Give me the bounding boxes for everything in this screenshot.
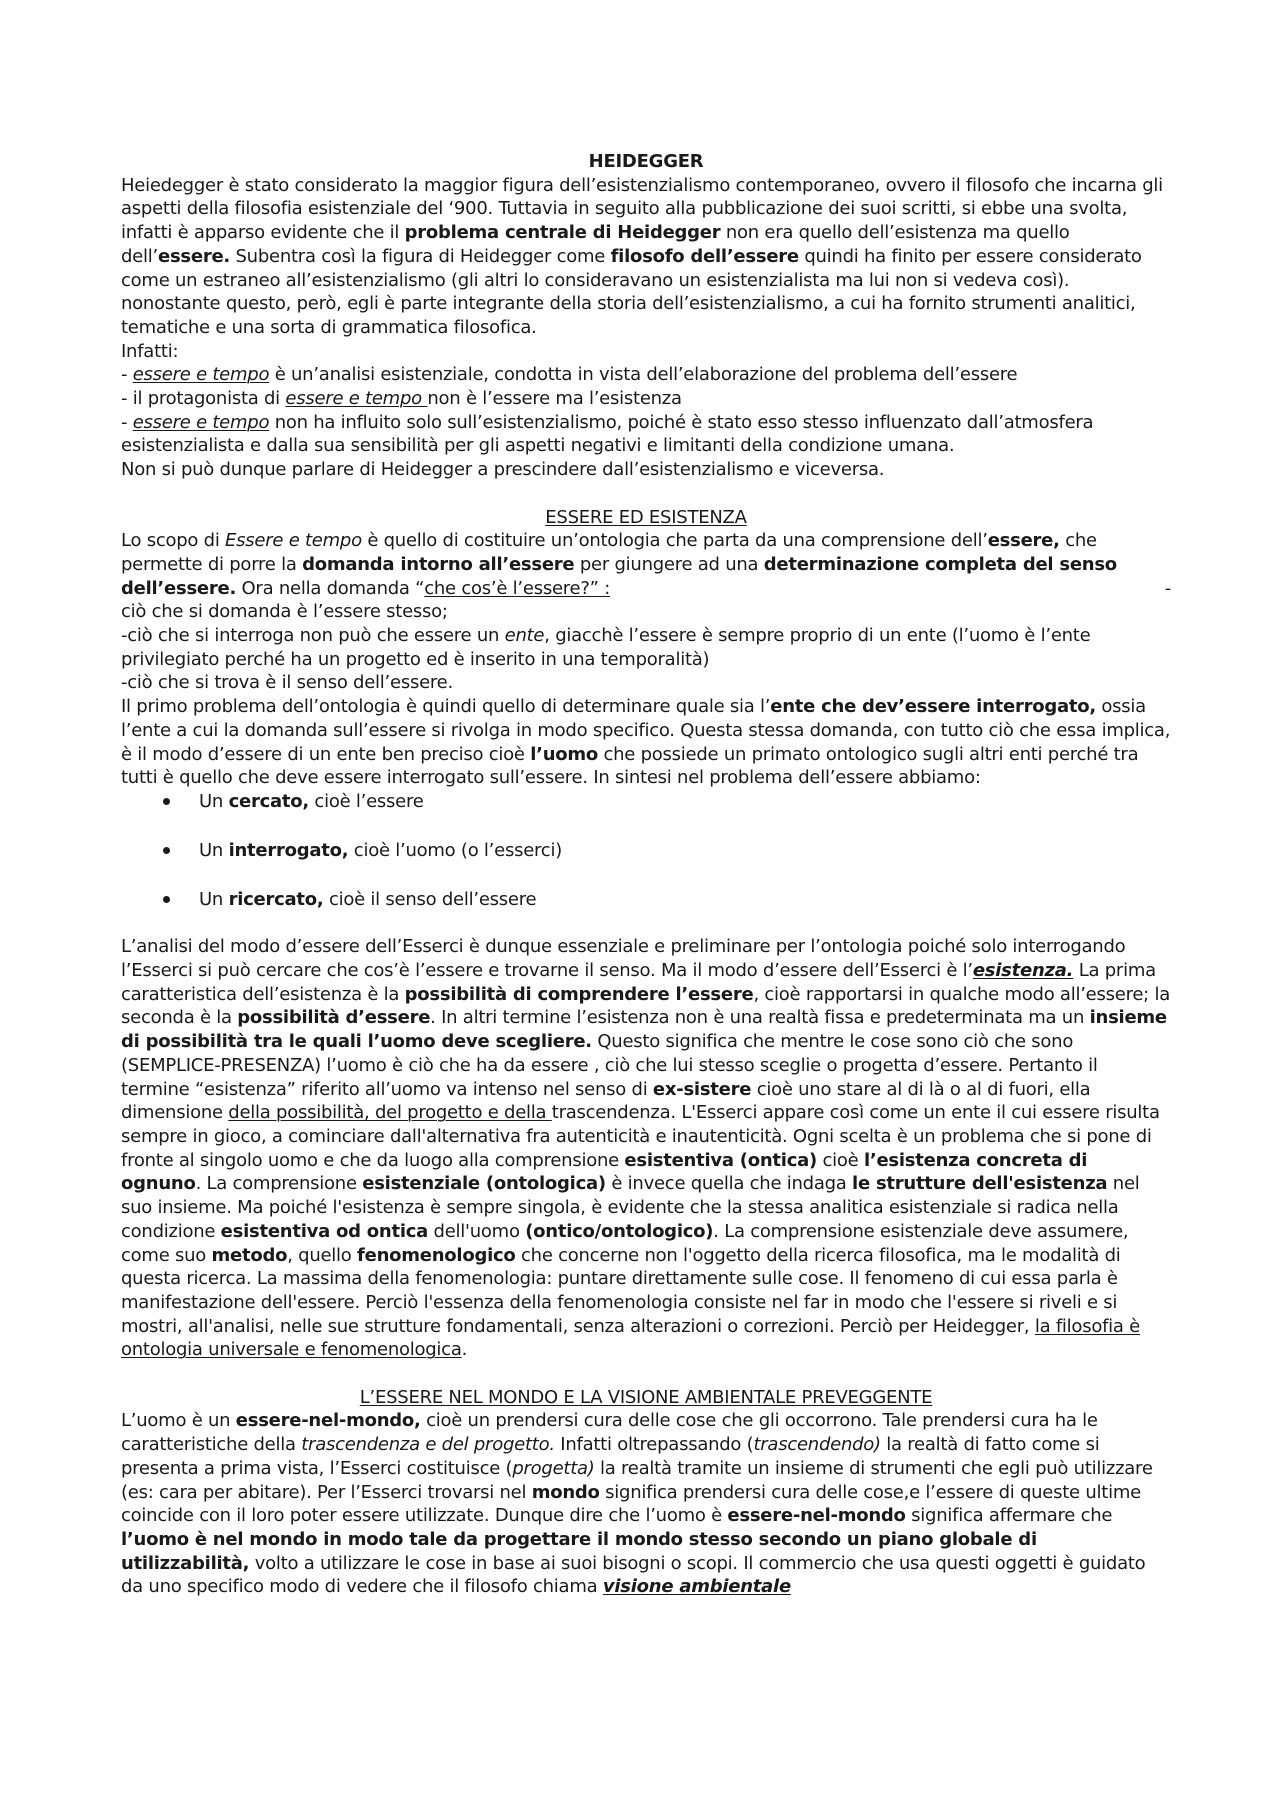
document-page	[121, 150, 1171, 1599]
spacer	[121, 1362, 1171, 1386]
section2-paragraph-2: Il primo problema dell’ontologia è quindi quello di determinare quale sia l’ente che dev’essere interrogato, ossia l’ente a cui la domanda sull’essere si rivolga in modo specifico. Questa stessa domanda, con tutto ciò che essa implica, è il modo d’essere di un ente ben preciso cioè l’uomo che possiede un primato ontologico sugli altri enti perché tra tutti è quello che deve essere interrogato sull’essere. In sintesi nel problema dell’essere abbiamo:	[121, 696, 1171, 789]
intro-closing: Non si può dunque parlare di Heidegger a prescindere dall’esistenzialismo e viceversa.	[121, 459, 885, 481]
section2-paragraph-1: Lo scopo di Essere e tempo è quello di costituire un’ontologia che parta da una comprensione dell’essere, che permette di porre la domanda intorno all’essere per giungere ad una determinazione completa del senso dell’essere. Ora nella domanda “che cos’è l’essere?” : -	[121, 530, 1171, 599]
bullet-dot-icon	[163, 798, 170, 805]
section2-list-item: -ciò che si trova è il senso dell’essere.	[121, 672, 453, 694]
document-title: HEIDEGGER	[588, 151, 704, 172]
bullet-item: Un ricercato, cioè il senso dell’essere	[121, 888, 1171, 912]
bullet-dot-icon	[163, 847, 170, 854]
bullet-item: Un cercato, cioè l’essere	[121, 790, 1171, 814]
section2-paragraph-3: L’analisi del modo d’essere dell’Esserci è dunque essenziale e preliminare per l’ontologia poiché solo interrogando l’Esserci si può cercare che cos’è l’essere e trovarne il senso. Ma il modo d’essere dell’Esserci è l’esistenza. La prima caratteristica dell’esistenza è la possibilità di comprendere l’essere, cioè rapportarsi in qualche modo all’essere; la seconda è la possibilità d’essere. In altri termine l’esistenza non è una realtà fissa e predeterminata ma un insieme di possibilità tra le quali l’uomo deve scegliere. Questo significa che mentre le cose sono ciò che sono (SEMPLICE-PRESENZA) l’uomo è ciò che ha da essere , ciò che lui stesso sceglie o progetta d’essere. Pertanto il termine “esistenza” riferito all’uomo va intenso nel senso di ex-sistere cioè uno stare al di là o al di fuori, ella dimensione della possibilità, del progetto e della trascendenza. L'Esserci appare così come un ente il cui essere risulta sempre in gioco, a cominciare dall'alternativa fra autenticità e inautenticità. Ogni scelta è un problema che si pone di fronte al singolo uomo e che da luogo alla comprensione esistentiva (ontica) cioè l’esistenza concreta di ognuno. La comprensione esistenziale (ontologica) è invece quella che indaga le strutture dell'esistenza nel suo insieme. Ma poiché l'esistenza è sempre singola, è evidente che la stessa analitica esistenziale si radica nella condizione esistentiva od ontica dell'uomo (ontico/ontologico). La comprensione esistenziale deve assumere, come suo metodo, quello fenomenologico che concerne non l'oggetto della ricerca filosofica, ma le modalità di questa ricerca. La massima della fenomenologia: puntare direttamente sulle cose. Il fenomeno di cui essa parla è manifestazione dell'essere. Perciò l'essenza della fenomenologia consiste nel far in modo che l'essere si riveli e si mostri, all'analisi, nelle sue strutture fondamentali, senza alterazioni o correzioni. Perciò per Heidegger, la filosofia è ontologia universale e fenomenologica.	[121, 936, 1170, 1361]
intro-list-item: - il protagonista di essere e tempo non è l’essere ma l’esistenza	[121, 388, 682, 410]
spacer	[121, 482, 1171, 506]
section2-list-item: ciò che si domanda è l’essere stesso;	[121, 601, 448, 623]
intro-list-item: - essere e tempo è un’analisi esistenziale, condotta in vista dell’elaborazione del problema dell’essere	[121, 364, 1018, 386]
bullet-item: Un interrogato, cioè l’uomo (o l’esserci)	[121, 839, 1171, 863]
section-heading-essere-ed-esistenza: ESSERE ED ESISTENZA	[545, 506, 747, 528]
spacer	[121, 912, 1171, 936]
section3-paragraph: L’uomo è un essere-nel-mondo, cioè un prendersi cura delle cose che gli occorrono. Tale prendersi cura ha le caratteristiche della trascendenza e del progetto. Infatti oltrepassando (trascendendo) la realtà di fatto come si presenta a prima vista, l’Esserci costituisce (progetta) la realtà tramite un insieme di strumenti che egli può utilizzare (es: cara per abitare). Per l’Esserci trovarsi nel mondo significa prendersi cura delle cose,e l’essere di queste ultime coincide con il loro poter essere utilizzate. Dunque dire che l’uomo è essere-nel-mondo significa affermare che l’uomo è nel mondo in modo tale da progettare il mondo stesso secondo un piano globale di utilizzabilità, volto a utilizzare le cose in base ai suoi bisogni o scopi. Il commercio che usa questi oggetti è guidato da uno specifico modo di vedere che il filosofo chiama visione ambientale	[121, 1410, 1153, 1598]
section2-list-item: -ciò che si interroga non può che essere un ente, giacchè l’essere è sempre proprio di un ente (l’uomo è l’ente privilegiato perché ha un progetto ed è inserito in una temporalità)	[121, 625, 1091, 670]
stray-dash: -	[1164, 577, 1171, 599]
bullet-dot-icon	[163, 896, 170, 903]
intro-list-item: - essere e tempo non ha influito solo sull’esistenzialismo, poiché è stato esso stesso influenzato dall’atmosfera esistenzialista e dalla sua sensibilità per gli aspetti negativi e limitanti della condizione umana.	[121, 411, 1094, 457]
intro-paragraph: Heiedegger è stato considerato la maggior figura dell’esistenzialismo contemporaneo, ovvero il filosofo che incarna gli aspetti della filosofia esistenziale del ‘900. Tuttavia in seguito alla pubblicazione dei suoi scritti, si ebbe una svolta, infatti è apparso evidente che il problema centrale di Heidegger non era quello dell’esistenza ma quello dell’essere. Subentra così la figura di Heidegger come filosofo dell’essere quindi ha finito per essere considerato come un estraneo all’esistenzialismo (gli altri lo consideravano un esistenzialista ma lui non si vedeva così). nonostante questo, però, egli è parte integrante della storia dell’esistenzialismo, a cui ha fornito strumenti analitici, tematiche e una sorta di grammatica filosofica.	[121, 174, 1163, 338]
intro-infatti: Infatti:	[121, 340, 179, 362]
section-heading-essere-nel-mondo: L’ESSERE NEL MONDO E LA VISIONE AMBIENTALE PREVEGGENTE	[359, 1386, 933, 1408]
bullet-list	[121, 790, 1171, 912]
